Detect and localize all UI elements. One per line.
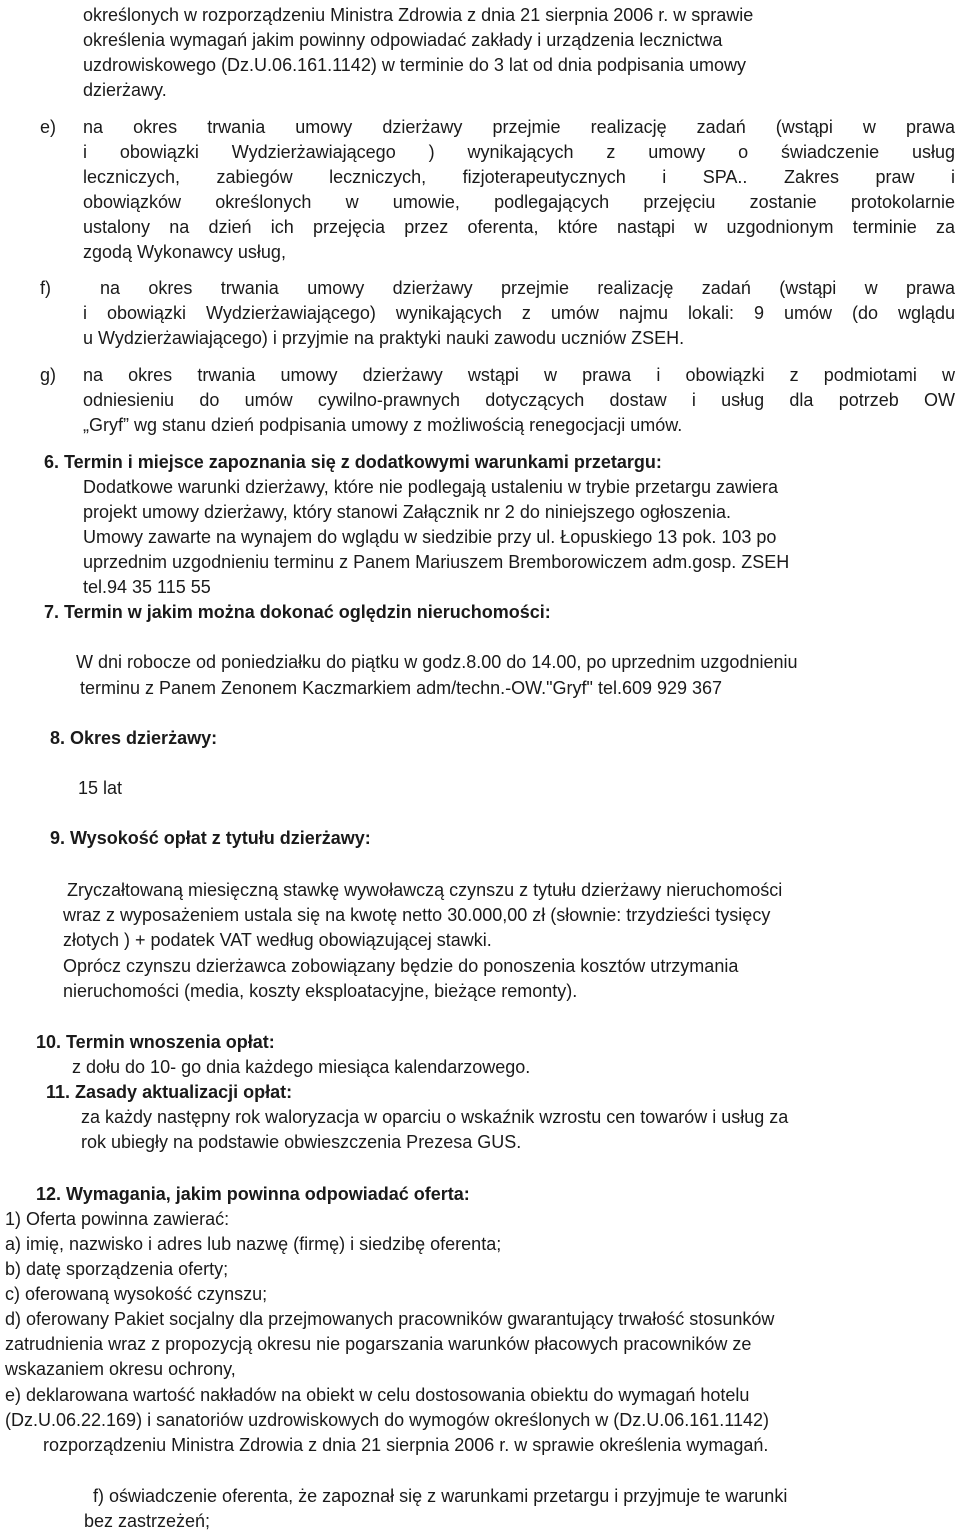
requirement-line: c) oferowaną wysokość czynszu; [5, 1284, 268, 1304]
section-value: 15 lat [78, 778, 123, 798]
section-line: rok ubiegły na podstawie obwieszczenia Prezesa GUS. [81, 1132, 522, 1152]
section-heading: 10. Termin wnoszenia opłat: [36, 1032, 275, 1052]
section-value: z dołu do 10- go dnia każdego miesiąca kalendarzowego. [72, 1057, 531, 1077]
section-line: nieruchomości (media, koszty eksploatacyjne, bieżące remonty). [63, 981, 578, 1001]
item-g-line: „Gryf” wg stanu dzień podpisania umowy z możliwością renegocjacji umów. [83, 415, 683, 435]
section-heading: 12. Wymagania, jakim powinna odpowiadać oferta: [36, 1184, 470, 1204]
section-line: Umowy zawarte na wynajem do wglądu w siedzibie przy ul. Łopuskiego 13 pok. 103 po [83, 527, 777, 547]
section-heading: 6. Termin i miejsce zapoznania się z dodatkowymi warunkami przetargu: [44, 452, 662, 472]
section-heading: 11. Zasady aktualizacji opłat: [46, 1082, 293, 1102]
requirement-line: d) oferowany Pakiet socjalny dla przejmowanych pracowników gwarantujący trwałość stosunków [5, 1309, 775, 1329]
intro-line: określenia wymagań jakim powinny odpowiadać zakłady i urządzenia lecznictwa [83, 30, 723, 50]
item-g-line: na okres trwania umowy dzierżawy wstąpi w prawa i obowiązki z podmiotami w [83, 365, 955, 385]
section-line: Dodatkowe warunki dzierżawy, które nie podlegają ustaleniu w trybie przetargu zawiera [83, 477, 779, 497]
requirement-line: a) imię, nazwisko i adres lub nazwę (firmę) i siedzibę oferenta; [5, 1234, 502, 1254]
item-g-line: odniesieniu do umów cywilno-prawnych dotyczących dostaw i usług dla potrzeb OW [83, 390, 955, 410]
item-e-line: zgodą Wykonawcy usług, [83, 242, 286, 262]
section-line: za każdy następny rok waloryzacja w oparciu o wskaźnik wzrostu cen towarów i usług za [81, 1107, 789, 1127]
section-heading: 8. Okres dzierżawy: [50, 728, 218, 748]
section-line: tel.94 35 115 55 [83, 577, 211, 597]
requirement-line: rozporządzeniu Ministra Zdrowia z dnia 21 sierpnia 2006 r. w sprawie określenia wymagań. [43, 1435, 769, 1455]
section-line: Oprócz czynszu dzierżawca zobowiązany będzie do ponoszenia kosztów utrzymania [63, 956, 739, 976]
requirement-line: wskazaniem okresu ochrony, [5, 1359, 236, 1379]
item-f-line: na okres trwania umowy dzierżawy przejmie realizację zadań (wstąpi w prawa [100, 278, 955, 298]
section-line: terminu z Panem Zenonem Kaczmarkiem adm/techn.-OW."Gryf" tel.609 929 367 [80, 678, 723, 698]
requirement-line: 1) Oferta powinna zawierać: [5, 1209, 230, 1229]
section-line: wraz z wyposażeniem ustala się na kwotę netto 30.000,00 zł (słownie: trzydzieści tysięcy [63, 905, 771, 925]
requirement-line: f) oświadczenie oferenta, że zapoznał się z warunkami przetargu i przyjmuje te warunki [93, 1486, 788, 1506]
section-line: uprzednim uzgodnieniu terminu z Panem Mariuszem Bremborowiczem adm.gosp. ZSEH [83, 552, 790, 572]
item-e-line: na okres trwania umowy dzierżawy przejmie realizację zadań (wstąpi w prawa [83, 117, 955, 137]
requirement-line: e) deklarowana wartość nakładów na obiekt w celu dostosowania obiektu do wymagań hotelu [5, 1385, 750, 1405]
intro-line: dzierżawy. [83, 80, 167, 100]
item-e-line: leczniczych, zabiegów leczniczych, fizjoterapeutycznych i SPA.. Zakres praw i [83, 167, 955, 187]
list-label-g: g) [40, 365, 57, 385]
item-f-line: u Wydzierżawiającego) i przyjmie na praktyki nauki zawodu uczniów ZSEH. [83, 328, 685, 348]
list-label-e: e) [40, 117, 57, 137]
section-heading: 7. Termin w jakim można dokonać oględzin nieruchomości: [44, 602, 551, 622]
list-label-f: f) [40, 278, 51, 298]
intro-line: określonych w rozporządzeniu Ministra Zdrowia z dnia 21 sierpnia 2006 r. w sprawie [83, 5, 754, 25]
requirement-line: zatrudnienia wraz z propozycją okresu nie pogarszania warunków płacowych pracowników ze [5, 1334, 752, 1354]
section-line: projekt umowy dzierżawy, który stanowi Załącznik nr 2 do niniejszego ogłoszenia. [83, 502, 731, 522]
section-heading: 9. Wysokość opłat z tytułu dzierżawy: [50, 828, 371, 848]
section-line: Zryczałtowaną miesięczną stawkę wywoławczą czynszu z tytułu dzierżawy nieruchomości [67, 880, 783, 900]
item-e-line: obowiązków określonych w umowie, podlegających przejęciu zostanie protokolarnie [83, 192, 955, 212]
section-line: W dni robocze od poniedziałku do piątku w godz.8.00 do 14.00, po uprzednim uzgodnieniu [76, 652, 798, 672]
requirement-line: bez zastrzeżeń; [84, 1511, 211, 1531]
item-e-line: i obowiązki Wydzierżawiającego ) wynikających z umowy o świadczenie usług [83, 142, 955, 162]
requirement-line: (Dz.U.06.22.169) i sanatoriów uzdrowiskowych do wymogów określonych w (Dz.U.06.161.1142) [5, 1410, 770, 1430]
item-f-line: i obowiązki Wydzierżawiającego) wynikających z umów najmu lokali: 9 umów (do wglądu [83, 303, 955, 323]
item-e-line: ustalony na dzień ich przejęcia przez oferenta, które nastąpi w uzgodnionym terminie za [83, 217, 955, 237]
section-line: złotych ) + podatek VAT według obowiązującej stawki. [63, 930, 492, 950]
requirement-line: b) datę sporządzenia oferty; [5, 1259, 229, 1279]
intro-line: uzdrowiskowego (Dz.U.06.161.1142) w terminie do 3 lat od dnia podpisania umowy [83, 55, 747, 75]
